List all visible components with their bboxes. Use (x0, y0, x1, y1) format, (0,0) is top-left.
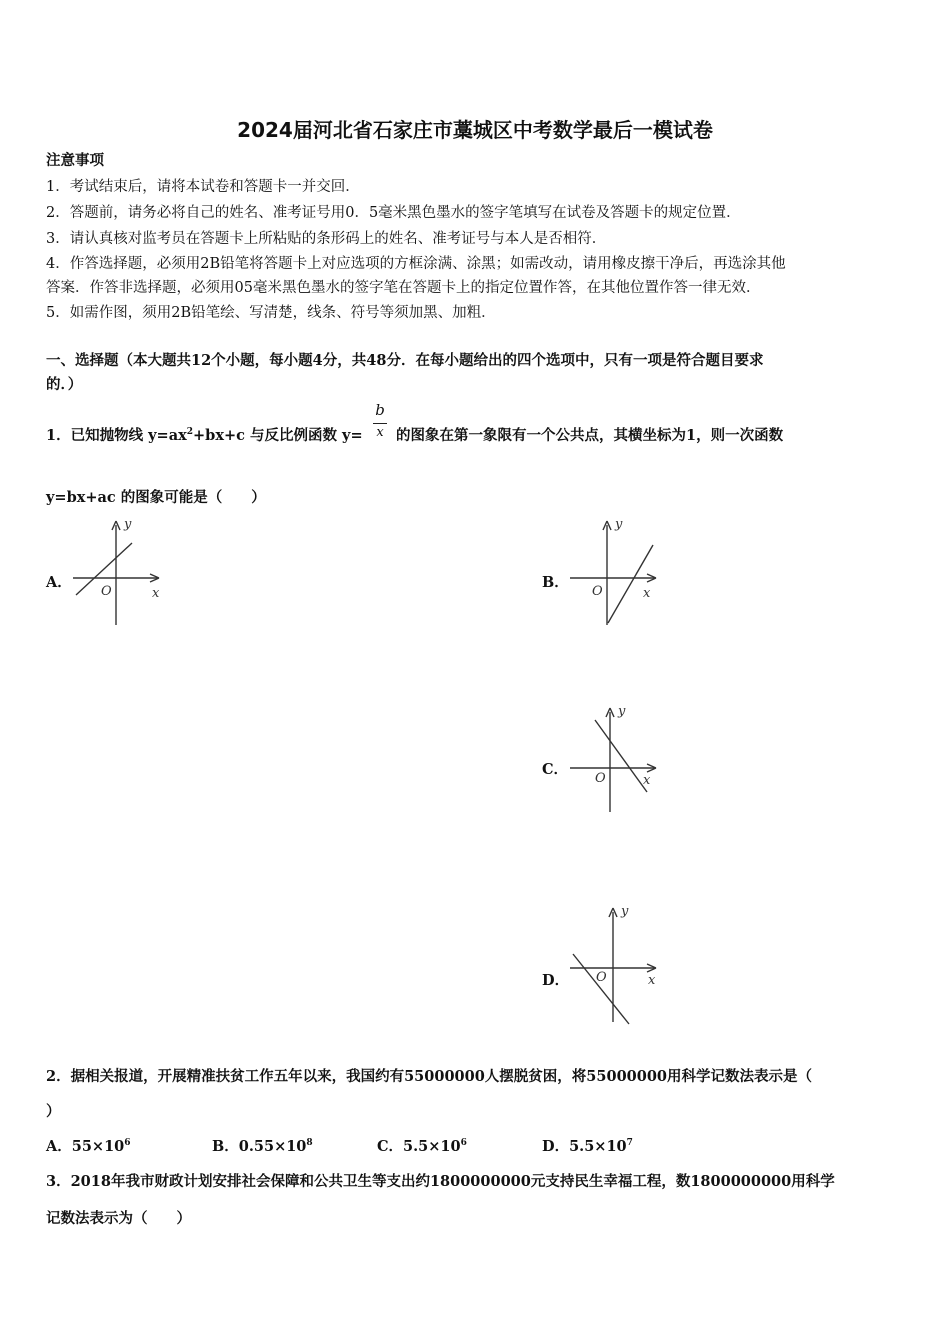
notice-item: 3．请认真核对监考员在答题卡上所粘贴的条形码上的姓名、准考证号与本人是否相符． (46, 231, 607, 247)
option-b-graph[interactable] (565, 515, 665, 630)
option-c-graph[interactable] (565, 702, 665, 817)
y-label: y (618, 704, 626, 719)
option-d-label[interactable]: D． (542, 972, 570, 989)
section-heading: 一、选择题（本大题共12个小题，每小题4分，共48分．在每小题给出的四个选项中，只有一项是符合题目要求 (46, 352, 764, 369)
q3-text: 3．2018年我市财政计划安排社会保障和公共卫生等支出约1800000000元支持民生幸福工程，数1800000000用科学 (46, 1173, 835, 1190)
q2-text: 2．据相关报道，开展精准扶贫工作五年以来，我国约有55000000人摆脱贫困，将55000000用科学记数法表示是（ (46, 1068, 813, 1085)
x-label: x (648, 973, 656, 988)
y-label: y (124, 517, 132, 532)
q1-text: 1．已知抛物线 $y=ax^2+bx+c$ 与反比例函数 y= (46, 427, 363, 444)
option-b-label[interactable]: B． (542, 574, 569, 591)
q2-option-c[interactable]: C．$5.5\times 10^6$ (377, 1138, 467, 1155)
origin-label: O (596, 970, 607, 985)
page-title: 2024届河北省石家庄市藁城区中考数学最后一模试卷 (237, 118, 713, 142)
x-label: x (643, 773, 651, 788)
linear-function-line (573, 954, 629, 1024)
origin-label: O (592, 584, 603, 599)
y-label: y (621, 904, 629, 919)
q3-text-line2: 记数法表示为（ ） (46, 1210, 191, 1227)
option-c-label[interactable]: C． (542, 761, 569, 778)
q1-text-cont: 的图象在第一象限有一个公共点，其横坐标为1，则一次函数 (396, 427, 784, 444)
q2-text-line2: ） (46, 1103, 61, 1120)
notice-item: 2．答题前，请务必将自己的姓名、准考证号用0．5毫米黑色墨水的签字笔填写在试卷及答题卡的规定位置． (46, 205, 741, 221)
origin-label: O (101, 584, 112, 599)
notice-item: 5．如需作图，须用2B铅笔绘、写清楚，线条、符号等须加黑、加粗． (46, 305, 496, 321)
notice-item: 答案．作答非选择题，必须用05毫米黑色墨水的签字笔在答题卡上的指定位置作答，在其他位置作答一律无效． (46, 280, 761, 296)
option-a-label[interactable]: A． (46, 574, 72, 591)
option-d-graph[interactable] (565, 902, 665, 1027)
fraction-bar (373, 423, 387, 424)
option-a-graph[interactable] (68, 515, 168, 630)
fraction-numerator: b (375, 401, 385, 419)
q2-option-d[interactable]: D．$5.5\times 10^7$ (542, 1138, 633, 1155)
q2-option-b[interactable]: B．$0.55\times 10^8$ (212, 1138, 313, 1155)
x-label: x (643, 586, 651, 601)
notice-heading: 注意事项 (46, 152, 104, 169)
y-label: y (615, 517, 623, 532)
origin-label: O (595, 771, 606, 786)
x-label: x (152, 586, 160, 601)
fraction-denominator: x (376, 425, 384, 440)
notice-item: 4．作答选择题，必须用2B铅笔将答题卡上对应选项的方框涂满、涂黑；如需改动，请用橡皮擦干净后，再选涂其他 (46, 256, 786, 272)
q2-option-a[interactable]: A．$55\times 10^6$ (46, 1138, 131, 1155)
notice-item: 1．考试结束后，请将本试卷和答题卡一并交回． (46, 179, 360, 195)
q1-text-line2: y=bx+ac 的图象可能是（ ） (46, 489, 266, 506)
linear-function-line (608, 545, 653, 623)
section-heading-cont: 的．） (46, 376, 83, 393)
